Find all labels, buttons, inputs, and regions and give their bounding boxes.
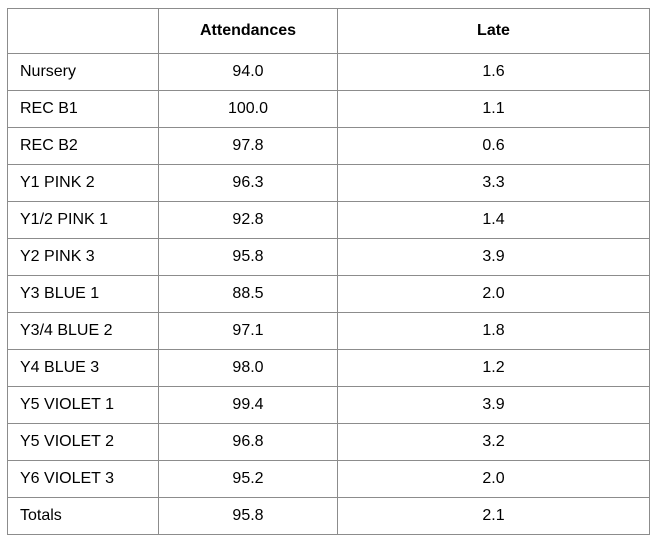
class-name-cell: Y5 VIOLET 1 <box>8 387 159 424</box>
class-name-cell: Nursery <box>8 54 159 91</box>
class-name-cell: Y5 VIOLET 2 <box>8 424 159 461</box>
attendances-cell: 99.4 <box>159 387 338 424</box>
table-row <box>8 276 650 313</box>
late-cell: 1.2 <box>338 350 650 387</box>
table-row <box>8 350 650 387</box>
header-attendances: Attendances <box>159 9 338 54</box>
late-cell: 2.0 <box>338 461 650 498</box>
table-row <box>8 387 650 424</box>
table-row <box>8 313 650 350</box>
attendance-table <box>7 8 650 535</box>
table-body <box>8 54 650 535</box>
late-cell: 1.1 <box>338 91 650 128</box>
class-name-cell: Y3 BLUE 1 <box>8 276 159 313</box>
header-row <box>8 9 650 54</box>
attendances-cell: 95.8 <box>159 239 338 276</box>
attendances-cell: 88.5 <box>159 276 338 313</box>
attendances-cell: 96.3 <box>159 165 338 202</box>
attendances-cell: 100.0 <box>159 91 338 128</box>
attendances-cell: 98.0 <box>159 350 338 387</box>
class-name-cell: REC B1 <box>8 91 159 128</box>
class-name-cell: Y3/4 BLUE 2 <box>8 313 159 350</box>
class-name-cell: Y1/2 PINK 1 <box>8 202 159 239</box>
class-name-cell: Totals <box>8 498 159 535</box>
late-cell: 3.3 <box>338 165 650 202</box>
table-row <box>8 128 650 165</box>
table-row <box>8 202 650 239</box>
table-row <box>8 91 650 128</box>
late-cell: 3.9 <box>338 387 650 424</box>
table-row <box>8 165 650 202</box>
class-name-cell: Y6 VIOLET 3 <box>8 461 159 498</box>
attendances-cell: 92.8 <box>159 202 338 239</box>
table-row <box>8 54 650 91</box>
attendances-cell: 97.8 <box>159 128 338 165</box>
late-cell: 1.8 <box>338 313 650 350</box>
late-cell: 2.0 <box>338 276 650 313</box>
class-name-cell: REC B2 <box>8 128 159 165</box>
header-class <box>8 9 159 54</box>
late-cell: 2.1 <box>338 498 650 535</box>
late-cell: 1.6 <box>338 54 650 91</box>
class-name-cell: Y2 PINK 3 <box>8 239 159 276</box>
late-cell: 3.9 <box>338 239 650 276</box>
table-row <box>8 424 650 461</box>
attendances-cell: 95.8 <box>159 498 338 535</box>
table-row <box>8 461 650 498</box>
late-cell: 3.2 <box>338 424 650 461</box>
class-name-cell: Y4 BLUE 3 <box>8 350 159 387</box>
table-header <box>8 9 650 54</box>
attendance-table-container <box>7 8 650 535</box>
attendances-cell: 95.2 <box>159 461 338 498</box>
late-cell: 0.6 <box>338 128 650 165</box>
class-name-cell: Y1 PINK 2 <box>8 165 159 202</box>
table-row <box>8 239 650 276</box>
totals-row <box>8 498 650 535</box>
attendances-cell: 94.0 <box>159 54 338 91</box>
attendances-cell: 96.8 <box>159 424 338 461</box>
header-late: Late <box>338 9 650 54</box>
attendances-cell: 97.1 <box>159 313 338 350</box>
late-cell: 1.4 <box>338 202 650 239</box>
